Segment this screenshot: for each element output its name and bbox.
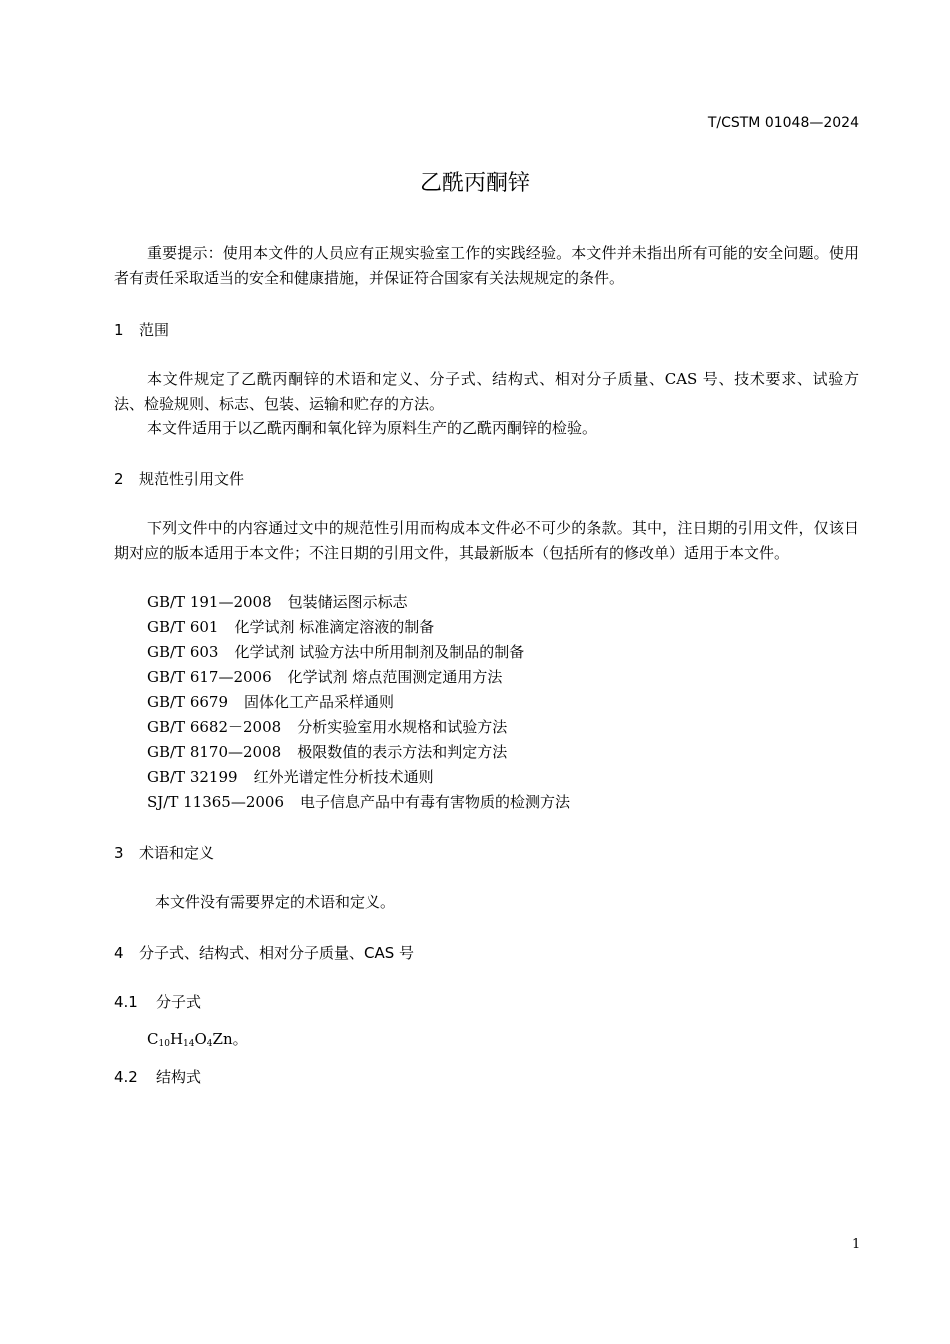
important-notice: 重要提示：使用本文件的人员应有正规实验室工作的实践经验。本文件并未指出所有可能的安全问题。使用者有责任采取适当的安全和健康措施，并保证符合国家有关法规规定的条件。: [114, 244, 859, 287]
section-title: 术语和定义: [139, 844, 215, 862]
reference-name: 化学试剂 试验方法中所用制剂及制品的制备: [234, 643, 525, 661]
reference-name: 化学试剂 熔点范围测定通用方法: [287, 668, 503, 686]
reference-code: GB/T 8170—2008: [147, 743, 282, 761]
reference-item: [147, 666, 502, 687]
section-title: 结构式: [156, 1068, 202, 1086]
section-4-2-heading: [114, 1066, 201, 1087]
section-title: 规范性引用文件: [139, 470, 245, 488]
reference-item: [147, 691, 394, 712]
section-number: 1: [114, 321, 124, 339]
section-number: 4.2: [114, 1068, 138, 1086]
reference-item: [147, 591, 408, 612]
formula-oxygen-count: 4: [206, 1039, 213, 1049]
section-number: 2: [114, 470, 124, 488]
reference-name: 包装储运图示标志: [287, 593, 408, 611]
reference-code: GB/T 6679: [147, 693, 229, 711]
section-number: 3: [114, 844, 124, 862]
page-number: 1: [852, 1237, 861, 1252]
scope-paragraph-1: 本文件规定了乙酰丙酮锌的术语和定义、分子式、结构式、相对分子质量、CAS 号、技术要求、试验方法、检验规则、标志、包装、运输和贮存的方法。: [114, 370, 859, 413]
section-3-heading: [114, 842, 214, 863]
reference-name: 电子信息产品中有毒有害物质的检测方法: [300, 793, 571, 811]
reference-name: 极限数值的表示方法和判定方法: [297, 743, 508, 761]
reference-code: GB/T 603: [147, 643, 219, 661]
terms-paragraph: 本文件没有需要界定的术语和定义。: [155, 893, 396, 911]
section-2-heading: [114, 468, 244, 489]
scope-paragraph-2: 本文件适用于以乙酰丙酮和氧化锌为原料生产的乙酰丙酮锌的检验。: [147, 419, 598, 437]
formula-end: 。: [232, 1030, 248, 1048]
formula-oxygen: O: [194, 1030, 207, 1048]
section-4-1-heading: [114, 991, 201, 1012]
reference-item: [147, 791, 570, 812]
reference-code: GB/T 617—2006: [147, 668, 272, 686]
section-title: 分子式、结构式、相对分子质量、CAS 号: [139, 944, 415, 962]
reference-name: 固体化工产品采样通则: [244, 693, 395, 711]
references-intro: 下列文件中的内容通过文中的规范性引用而构成本文件必不可少的条款。其中，注日期的引用文件，仅该日期对应的版本适用于本文件；不注日期的引用文件，其最新版本（包括所有的修改单）适用于本文件。: [114, 519, 859, 562]
section-title: 范围: [139, 321, 170, 339]
formula-hydrogen: H: [169, 1030, 184, 1048]
reference-name: 分析实验室用水规格和试验方法: [297, 718, 508, 736]
formula-zinc: Zn: [212, 1030, 233, 1048]
reference-item: [147, 641, 524, 662]
formula-hydrogen-count: 14: [183, 1039, 195, 1049]
section-title: 分子式: [156, 993, 202, 1011]
section-4-heading: [114, 942, 414, 963]
standard-number: T/CSTM 01048—2024: [707, 115, 859, 131]
molecular-formula: [147, 1028, 248, 1049]
section-number: 4.1: [114, 993, 138, 1011]
reference-item: [147, 741, 507, 762]
section-number: 4: [114, 944, 124, 962]
reference-code: GB/T 601: [147, 618, 219, 636]
reference-name: 化学试剂 标准滴定溶液的制备: [234, 618, 435, 636]
reference-item: [147, 766, 434, 787]
reference-code: SJ/T 11365—2006: [147, 793, 285, 811]
reference-code: GB/T 32199: [147, 768, 238, 786]
reference-code: GB/T 6682－2008: [147, 718, 282, 736]
reference-name: 红外光谱定性分析技术通则: [253, 768, 434, 786]
section-1-heading: [114, 319, 169, 340]
document-title: 乙酰丙酮锌: [419, 171, 530, 196]
formula-carbon: C: [147, 1030, 159, 1048]
reference-item: [147, 616, 434, 637]
reference-item: [147, 716, 507, 737]
reference-code: GB/T 191—2008: [147, 593, 272, 611]
formula-carbon-count: 10: [158, 1039, 170, 1049]
